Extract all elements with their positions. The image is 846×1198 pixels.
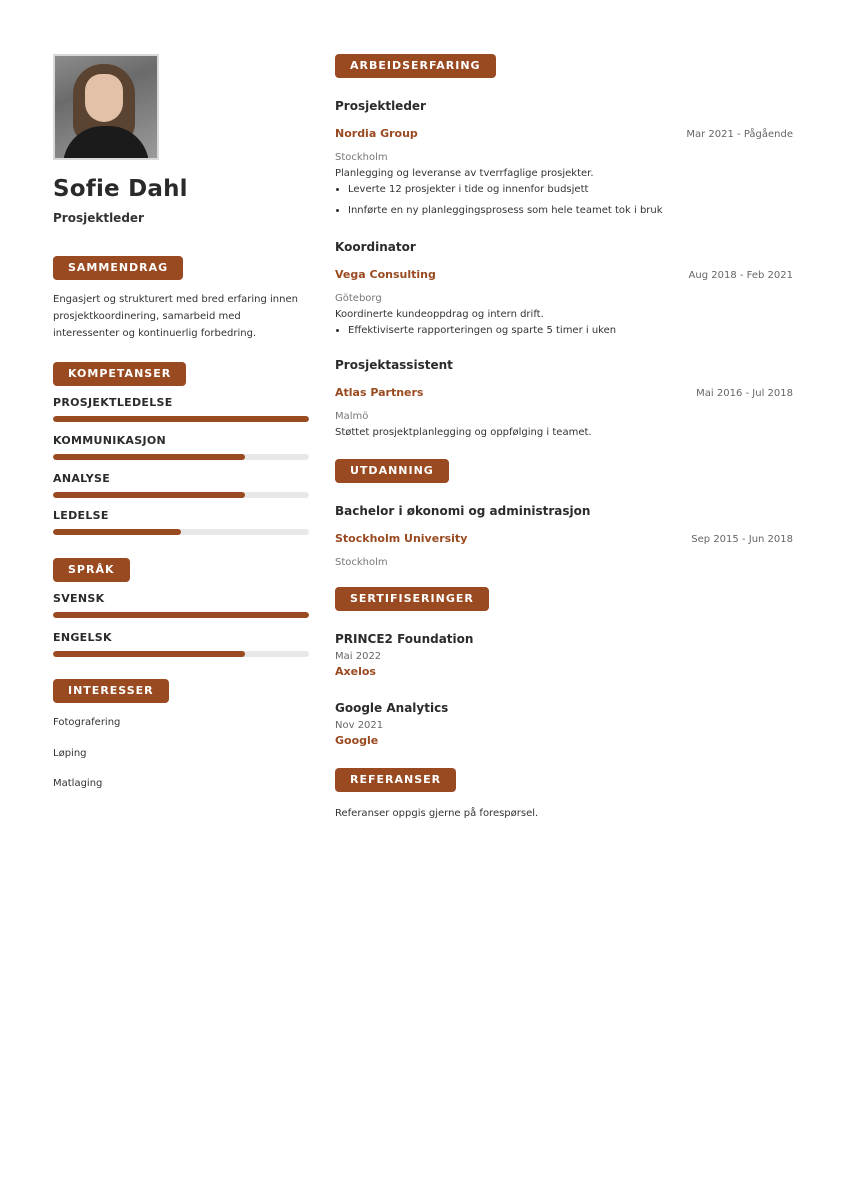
certification-date: Mai 2022 [335, 651, 382, 662]
job-role: Prosjektassistent [335, 358, 453, 372]
skill-level-bar [53, 416, 309, 422]
education-school: Stockholm University [335, 532, 468, 545]
job-company: Vega Consulting [335, 268, 436, 281]
certification-name: PRINCE2 Foundation [335, 632, 474, 646]
achievement-item: • Leverte 12 prosjekter i tide og innenfor budsjett [348, 179, 793, 200]
achievement-item: • Innførte en ny planleggingsprosess som hele teamet tok i bruk [348, 200, 793, 221]
job-location: Malmö [335, 411, 369, 422]
interests-list [53, 717, 309, 789]
job-location: Göteborg [335, 293, 382, 304]
skill-level-bar [53, 529, 309, 535]
summary-text: Engasjert og strukturert med bred erfaring innen prosjektkoordinering, samarbeid med interessenter og kontinuerlig forbedring. [53, 294, 298, 339]
job-company: Atlas Partners [335, 386, 424, 399]
skill-level-bar [53, 492, 309, 498]
education-item [335, 504, 793, 568]
achievement-item: • Effektiviserte rapporteringen og sparte 5 timer i uken [348, 320, 793, 341]
education-location: Stockholm [335, 557, 388, 568]
experience-item [335, 240, 793, 341]
language-item [53, 592, 309, 618]
skills-list [53, 396, 309, 535]
section-heading-languages: SPRÅK [53, 558, 130, 582]
language-level-bar [53, 651, 309, 657]
job-role: Prosjektleder [335, 99, 426, 113]
job-description: Støttet prosjektplanlegging og oppfølging i teamet. [335, 427, 592, 438]
interest-item: Løping [53, 748, 87, 759]
language-level-bar [53, 612, 309, 618]
skill-name: KOMMUNIKASJON [53, 434, 167, 447]
certification-issuer: Google [335, 734, 379, 747]
job-achievements [335, 179, 793, 221]
certification-issuer: Axelos [335, 665, 376, 678]
skill-level-bar [53, 454, 309, 460]
candidate-name: Sofie Dahl [53, 176, 188, 202]
section-heading-summary: SAMMENDRAG [53, 256, 183, 280]
experience-item [335, 99, 793, 221]
certification-name: Google Analytics [335, 701, 449, 715]
interest-item: Fotografering [53, 717, 121, 728]
job-dates: Mai 2016 - Jul 2018 [696, 388, 793, 399]
section-heading-skills: KOMPETANSER [53, 362, 186, 386]
skill-name: PROSJEKTLEDELSE [53, 396, 173, 409]
language-name: SVENSK [53, 592, 105, 605]
certification-date: Nov 2021 [335, 720, 384, 731]
section-heading-interests: INTERESSER [53, 679, 169, 703]
skill-name: ANALYSE [53, 472, 111, 485]
job-dates: Mar 2021 - Pågående [686, 129, 793, 140]
certification-item [335, 701, 793, 747]
job-role: Koordinator [335, 240, 416, 254]
profile-photo [53, 54, 159, 160]
right-column [335, 54, 793, 819]
job-company: Nordia Group [335, 127, 418, 140]
experience-item [335, 358, 793, 438]
references-text: Referanser oppgis gjerne på forespørsel. [335, 808, 539, 819]
candidate-title: Prosjektleder [53, 211, 144, 225]
section-heading-experience: ARBEIDSERFARING [335, 54, 496, 78]
job-achievements [335, 320, 793, 341]
language-name: ENGELSK [53, 631, 112, 644]
languages-list [53, 592, 309, 657]
education-degree: Bachelor i økonomi og administrasjon [335, 504, 591, 518]
interest-item: Matlaging [53, 778, 103, 789]
section-heading-certifications: SERTIFISERINGER [335, 587, 489, 611]
skill-item [53, 472, 309, 498]
skill-name: LEDELSE [53, 509, 109, 522]
skill-item [53, 509, 309, 535]
job-description: Koordinerte kundeoppdrag og intern drift. [335, 309, 544, 320]
language-item [53, 631, 309, 657]
left-column [53, 54, 309, 789]
job-description: Planlegging og leveranse av tverrfaglige prosjekter. [335, 168, 594, 179]
education-dates: Sep 2015 - Jun 2018 [691, 534, 793, 545]
job-dates: Aug 2018 - Feb 2021 [688, 270, 793, 281]
skill-item [53, 434, 309, 460]
job-location: Stockholm [335, 152, 388, 163]
section-heading-references: REFERANSER [335, 768, 456, 792]
certification-item [335, 632, 793, 678]
section-heading-education: UTDANNING [335, 459, 449, 483]
skill-item [53, 396, 309, 422]
